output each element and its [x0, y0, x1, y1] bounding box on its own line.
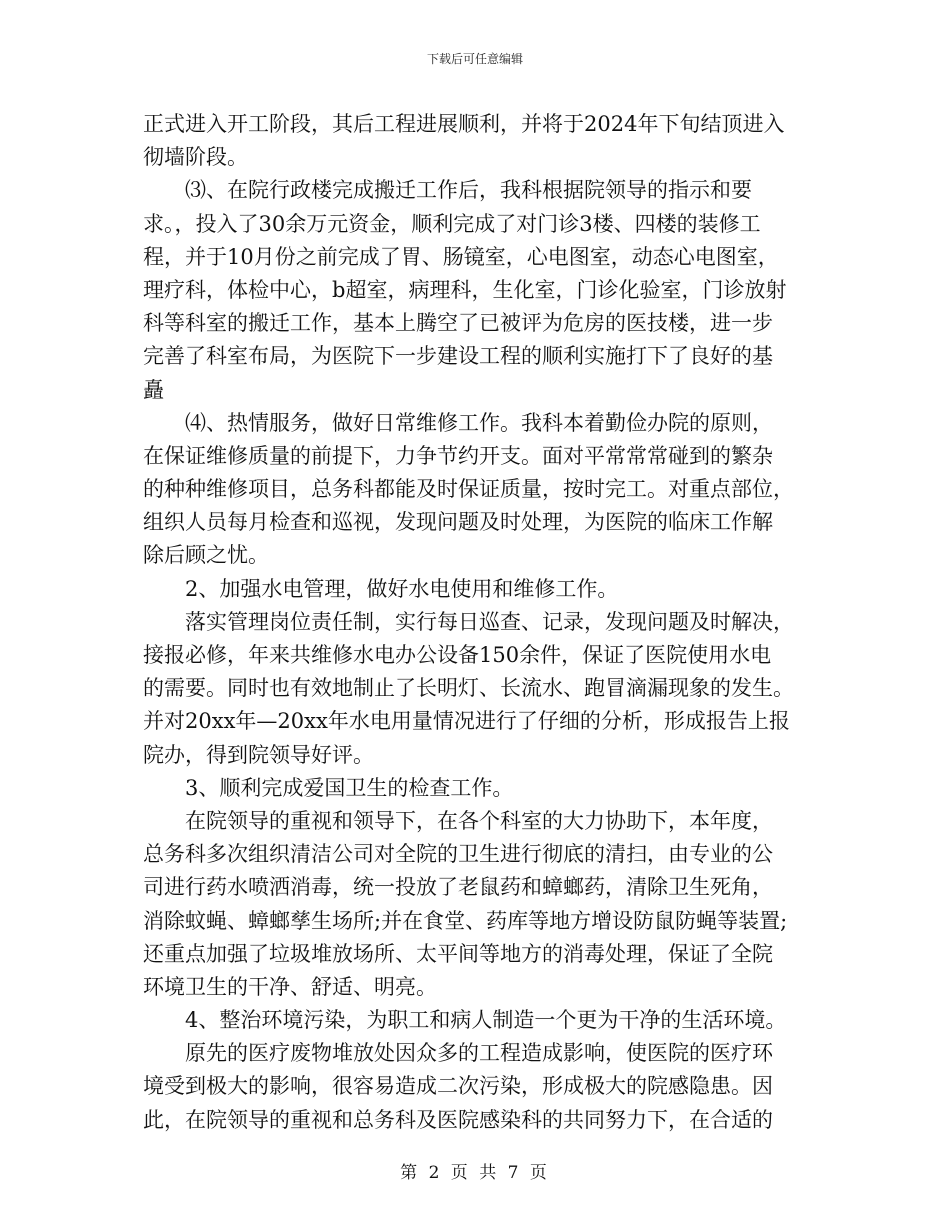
page-footer: 第 2 页 共 7 页	[400, 1163, 550, 1183]
text-line: 科等科室的搬迁工作，基本上腾空了已被评为危房的医技楼，进一步	[143, 311, 773, 336]
text-line: 矗	[143, 377, 164, 402]
text-line: 接报必修，年来共维修水电办公设备150余件，保证了医院使用水电	[143, 643, 772, 667]
text-line: 彻墙阶段。	[143, 145, 248, 170]
text-line: 4、整治环境污染，为职工和病人制造一个更为干净的生活环境。	[185, 1008, 787, 1033]
text-line: ⑷、热情服务，做好日常维修工作。我科本着勤俭办院的原则，	[185, 410, 773, 435]
text-line: 的需要。同时也有效地制止了长明灯、长流水、跑冒滴漏现象的发生。	[143, 676, 794, 701]
text-line: 境受到极大的影响，很容易造成二次污染，形成极大的院感隐患。因	[143, 1074, 773, 1099]
text-line: 并对20xx年—20xx年水电用量情况进行了仔细的分析，形成报告上报	[143, 709, 790, 734]
text-line: 完善了科室布局，为医院下一步建设工程的顺利实施打下了良好的基	[143, 344, 773, 369]
text-line: 还重点加强了垃圾堆放场所、太平间等地方的消毒处理，保证了全院	[143, 941, 773, 966]
text-line: 3、顺利完成爱国卫生的检查工作。	[185, 775, 514, 800]
text-line: 理疗科，体检中心，b超室，病理科，生化室，门诊化验室，门诊放射	[143, 277, 787, 302]
text-line: 2、加强水电管理，做好水电使用和维修工作。	[185, 576, 619, 601]
text-line: 总务科多次组织清洁公司对全院的卫生进行彻底的清扫，由专业的公	[143, 842, 773, 867]
text-line: 除后顾之忧。	[143, 543, 269, 568]
text-line: 正式进入开工阶段，其后工程进展顺利，并将于2024年下旬结顶进入	[143, 112, 785, 136]
text-line: 司进行药水喷洒消毒，统一投放了老鼠药和蟑螂药，清除卫生死角，	[143, 875, 773, 900]
text-line: 院办，得到院领导好评。	[143, 742, 374, 767]
text-line: ⑶、在院行政楼完成搬迁工作后，我科根据院领导的指示和要	[185, 178, 752, 203]
text-line: 消除蚊蝇、蟑螂孳生场所;并在食堂、药库等地方增设防鼠防蝇等装置;	[143, 908, 788, 933]
text-line: 程，并于10月份之前完成了胃、肠镜室，心电图室，动态心电图室，	[143, 244, 779, 269]
text-line: 在院领导的重视和领导下，在各个科室的大力协助下，本年度，	[185, 808, 773, 833]
text-line: 的种种维修项目，总务科都能及时保证质量，按时完工。对重点部位，	[143, 477, 794, 502]
text-line: 落实管理岗位责任制，实行每日巡查、记录，发现问题及时解决，	[185, 609, 794, 634]
text-line: 组织人员每月检查和巡视，发现问题及时处理，为医院的临床工作解	[143, 510, 773, 535]
text-line: 在保证维修质量的前提下，力争节约开支。面对平常常常碰到的繁杂	[143, 443, 773, 468]
text-line: 求。，投入了30余万元资金，顺利完成了对门诊3楼、四楼的装修工	[143, 211, 761, 236]
text-line: 此，在院领导的重视和总务科及医院感染科的共同努力下，在合适的	[143, 1107, 773, 1132]
text-line: 原先的医疗废物堆放处因众多的工程造成影响，使医院的医疗环	[185, 1041, 773, 1066]
page-header: 下载后可任意编辑	[426, 52, 523, 66]
document-body	[143, 108, 811, 1137]
text-line: 环境卫生的干净、舒适、明亮。	[143, 974, 437, 999]
